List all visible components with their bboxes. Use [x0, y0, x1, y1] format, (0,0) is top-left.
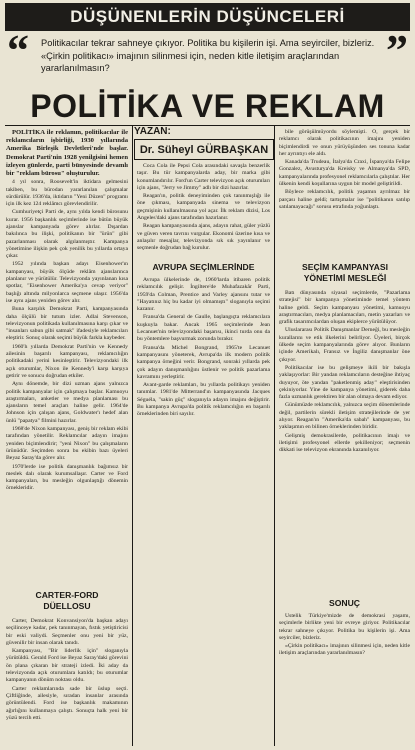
column-right-middle — [279, 290, 410, 590]
paragraph: Cumhuriyetçi Parti de, aynı yılda kendi bürosunu kurar. 1956 başkanlık seçimlerinde ise bütün büyük ajanslar kampanyada görev alırlar. Dışardan bakılınca bu ilişki, politikanın bir "ürün" gibi pazarlanması olarak algılanmıştır. Kampanya yönetimine ilişkin pek çok yenilik bu yıllarda ortaya çıkar. — [6, 209, 128, 260]
column-middle-top — [137, 163, 270, 260]
paragraph: 1968'de Nixon kampanyası, geniş bir reklam ekibi tarafından yönetilir. Reklamcılar adayın imajını yeniden biçimlendirir; "yeni Nixon" bu çalışmaların ürünüdür. Seçimden sonra bu ekibin bazı üyeleri Beyaz Saray'da görev alır. — [6, 426, 128, 462]
subhead-carter-ford: CARTER-FORD DÜELLOSU — [35, 590, 99, 611]
paragraph: Batı dünyasında siyasal seçimlerde, "Pazarlama stratejisi" bir kampanya yönetiminde temel yöntem haline geldi. Seçim kampanyası yönetimi, kamuoyu araştırmacıları, medya planlamacıları, metin yazarları ve grafik tasarımcılardan oluşan ekiplerce yürütülüyor. — [279, 290, 410, 326]
paragraph: 4 yıl sonra, Roosevelt'in iktidara gelmesini takiben, bu bürodan yararlanılan çalışmalar sürdürülür. 1936'da, iktidarın "Yeni Düzen" programı için ilk kez 124 reklâmcı görevlendirilir. — [6, 179, 128, 208]
paragraph: Reagan'ın, politik deneyiminden çok tanınmışlığı ile öne çıkması, kampanyada sinema ve televizyon geçmişinin kullanılmasına yol açar. İlk reklam dizisi, Los Angeles'daki ajans tarafından hazırlanır. — [137, 193, 270, 222]
subhead-avrupa: AVRUPA SEÇİMLERİNDE — [152, 262, 255, 272]
paragraph: Aynı dönemde, bir dizi uzman ajans yalnızca politik kampanyalar için çalışmaya başlar. Kamuoyu araştırmaları, anketler ve medya planlaması bu ajansların temel araçları haline gelir. 1964'de Johnson için çalışan ajans, Goldwater'ı hedef alan ünlü "papatya" filmini hazırlar. — [6, 381, 128, 424]
paragraph: Avant-garde reklamları, bu yıllarda politikayı yeniden tanımlar. 1981'de Mitterrand'ın kampanyasında Jacques Séguéla, "sakin güç" sloganıyla adayın imajını değiştirir. Bu kampanya Avrupa'da politik reklamcılığın en başarılı örneklerinden biri sayılır. — [137, 382, 270, 418]
subhead-sonuc: SONUÇ — [328, 598, 361, 608]
open-quote-mark: “ — [7, 26, 29, 75]
paragraph: Fransa'da Michel Bongrand, 1965'te Lecanuet kampanyasını yöneterek, Avrupa'da ilk modern politik kampanya örneğini verir. Bongrand, sonraki yıllarda pek çok adayın danışmanlığını üstlenir ve politik pazarlama kavramını yerleştirir. — [137, 344, 270, 380]
paragraph: 1970'lerde ise politik danışmanlık bağımsız bir meslek dalı olarak kurumsallaşır. Carter ve Ford kampanyaları, bu mesleğin olgunlaştığı dönemin örnekleridir. — [6, 463, 128, 492]
byline-label: YAZAN: — [134, 126, 171, 137]
pull-quote-text: Politikacılar tekrar sahneye çıkıyor. Politika bu kişilerin işi. Ama seyirciler, bizleriz. «Çirkin politikacı» imajının silinmesi için, neden kitle iletişim araçlarından yararlanılmasın? — [41, 38, 375, 73]
pull-quote — [5, 26, 410, 83]
paragraph: Kanada'da Trudeau, İtalya'da Craxi, İspanya'da Felipe Gonzalez, Avusturya'da Kreisky ve Almanya'da SPD, kampanyalarında profesyonel reklamcılarla çalıştılar. Her ülkenin kendi koşullarına uygun bir model geliştirildi. — [279, 159, 410, 188]
close-quote-mark: ” — [386, 26, 408, 75]
headline-divider — [5, 125, 410, 126]
paragraph: Fransa'da General de Gaulle, başlangıçta reklamcılara kuşkuyla bakar. Ancak 1965 seçimlerinde Jean Lecanuet'nin televizyondaki başarısı, ikinci turda onu da bu yöntemlere başvurmak zorunda bırakır. — [137, 314, 270, 343]
subhead-secim-kampanyasi: SEÇİM KAMPANYASI YÖNETİMİ MESLEĞİ — [302, 262, 388, 283]
paragraph: Günümüzde reklamcılık, yalnızca seçim dönemlerinde değil, partilerin sürekli iletişim stratejilerinde de yer alıyor. Reagan'ın "Amerika'da sabah" kampanyası, bu yaklaşımın en bilinen örneklerinden biridir. — [279, 402, 410, 431]
paragraph: Avrupa ülkelerinde de, 1960'larda itibaren politik reklamcılık gelişir. İngiltere'de Muhafazakâr Parti, 1959'da Colman, Prentice and Varley ajansını tutar ve "Hayatınız hiç bu kadar iyi olmamıştı" sloganıyla seçimi kazanır. — [137, 277, 270, 313]
byline-author: Dr. Süheyl GÜRBAŞKAN — [134, 139, 274, 160]
paragraph: Coca Cola ile Pepsi Cola arasındaki savaşla benzerlik taşır. Bu tür kampanyalarda aday, bir marka gibi konumlandırılır. Ford'un Carter televizyon açık oturumları için ajans, "Jerry ve Jimmy" adlı bir dizi hazırlar. — [137, 163, 270, 191]
column-divider-left — [132, 126, 133, 746]
paragraph: Reagan kampanyasında ajans, adayın rahat, güler yüzlü ve güven veren tavrını vurgular. Ekonomi üzerine kısa ve anlaşılır mesajlar, televizyonda sık sık yayınlanır ve seçmenle doğrudan bağ kurulur. — [137, 223, 270, 252]
paragraph: Kampanyası, "Bir liderlik için" sloganıyla yürütüldü. Gerald Ford ise Beyaz Saray'daki görevini ön plana çıkaran bir strateji izledi. İki aday da televizyonda açık oturumlara katıldı; bu oturumlar kampanyanın dönüm noktası oldu. — [6, 648, 128, 684]
article-headline: POLİTİKA VE REKLAM — [30, 88, 385, 124]
paragraph: 1952 yılında başkan adayı Eisenhower'ın kampanyası, büyük ölçüde reklâm ajanslarınca planlanır ve yürütülür. Televizyonda yayınlanan kısa spotlar, "Eisenhower Amerika'ya cevap veriyor" başlığı altında milyonlarca seçmene ulaşır. 1956'da ise aynı ajans yeniden görev alır. — [6, 261, 128, 304]
paragraph: Üstelik Türkiye'mizde de demokrasi yaşamı, seçimlerle birlikte yeni bir evreye giriyor. Politikacılar tekrar sahneye çıkıyor. Politika bu kişilerin işi. Ama seyirciler, bizleriz. — [279, 613, 410, 641]
paragraph: Politikacılar ise bu gelişmeye ikili bir bakışla yaklaşıyorlar: Bir yandan reklamcıların desteğine ihtiyaç duyuyor, öte yandan "paketlenmiş aday" eleştirisinden çekiniyorlar. Yine de kampanya yönetimi, giderek daha fazla uzmanlık gerektiren bir alan olmaya devam ediyor. — [279, 364, 410, 401]
column-right-top — [279, 129, 410, 259]
paragraph: POLİTİKA ile reklamın, politikacılar ile reklamcıların işbirliği, 1930 yıllarında Amerika Birleşik Devletleri'nde başlar. Demokrat Parti'nin 1928 yenilgisini hemen izleyen günlerde, parti bünyesinde devamlı bir "reklam bürosu" oluşturulur. — [6, 129, 128, 178]
paragraph: Uluslararası Politik Danışmanlar Derneği, bu mesleğin kurallarını ve etik ilkelerini belirliyor. Üyeleri, birçok ülkede seçim kampanyalarında görev alıyor. Bunların içinde Amerikalı, Fransız ve İngiliz danışmanlar öne çıkıyor. — [279, 327, 410, 363]
column-right-bottom — [279, 613, 410, 746]
column-left-bottom — [6, 618, 128, 746]
column-left-top — [6, 129, 128, 584]
paragraph: «Çirkin politikacı» imajının silinmesi için, neden kitle iletişim araçlarından yararlanılmasın? — [279, 643, 410, 657]
paragraph: Carter, Demokrat Konvansiyon'da başkan adayı seçilinceye kadar, pek tanınmayan, fıstık yetiştiricisi bir eski valiydi. Seçmenler onu yeni bir yüz, güvenilir bir insan olarak tanıdı. — [6, 618, 128, 646]
paragraph: 1960'lı yıllarda Demokrat Parti'nin ve Kennedy ailesinin başarılı kampanyası, reklamcılığın politikadaki yerini kesinleştirir. Televizyondaki ilk açık oturumlar, Nixon ile Kennedy'i karşı karşıya getirir ve sonucu doğrudan etkiler. — [6, 343, 128, 379]
paragraph: Carter reklamlarında sade bir üslup seçti. Çiftliğinde, ailesiyle, sıradan insanlar arasında görüntülendi. Ford ise başkanlık makamının ağırlığını kullanmaya çalıştı. Sonuçta halk yeni bir yüzü tercih etti. — [6, 685, 128, 721]
column-middle-bottom — [137, 277, 270, 746]
section-banner: DÜŞÜNENLERİN DÜŞÜNCELERİ — [5, 3, 410, 31]
paragraph: bile görüşülmüyordu söylemişti. O, gerçek bir reklamcı olarak politikacının imajını yeniden biçimlendirdi ve onun yürüyüşünden ses tonuna kadar her ayrıntıyı ele aldı. — [279, 129, 410, 157]
paragraph: Gelişmiş demokrasilerde, politikacının imajı ve iletişimi profesyonel ellerde şekilleniyor; seçmenin dikkati ise televizyon ekranında kazanılıyor. — [279, 432, 410, 454]
paragraph: Buna karşılık Demokrat Parti, kampanyasında daha ölçülü bir tutum izler. Adlai Stevenson, televizyonun politikada kullanılmasına karşı çıkar ve "insanları sabun gibi satmak" ifadesiyle reklamcıları eleştirir. Sonuç olarak seçimi büyük farkla kaybeder. — [6, 306, 128, 342]
paragraph: Böylece reklamcılık, politik yaşamın ayrılmaz bir parçası haline geldi; tartışmalar ise "politikanın satılıp satılamayacağı" sorusu etrafında yoğunlaştı. — [279, 189, 410, 210]
column-divider-right — [274, 126, 275, 746]
